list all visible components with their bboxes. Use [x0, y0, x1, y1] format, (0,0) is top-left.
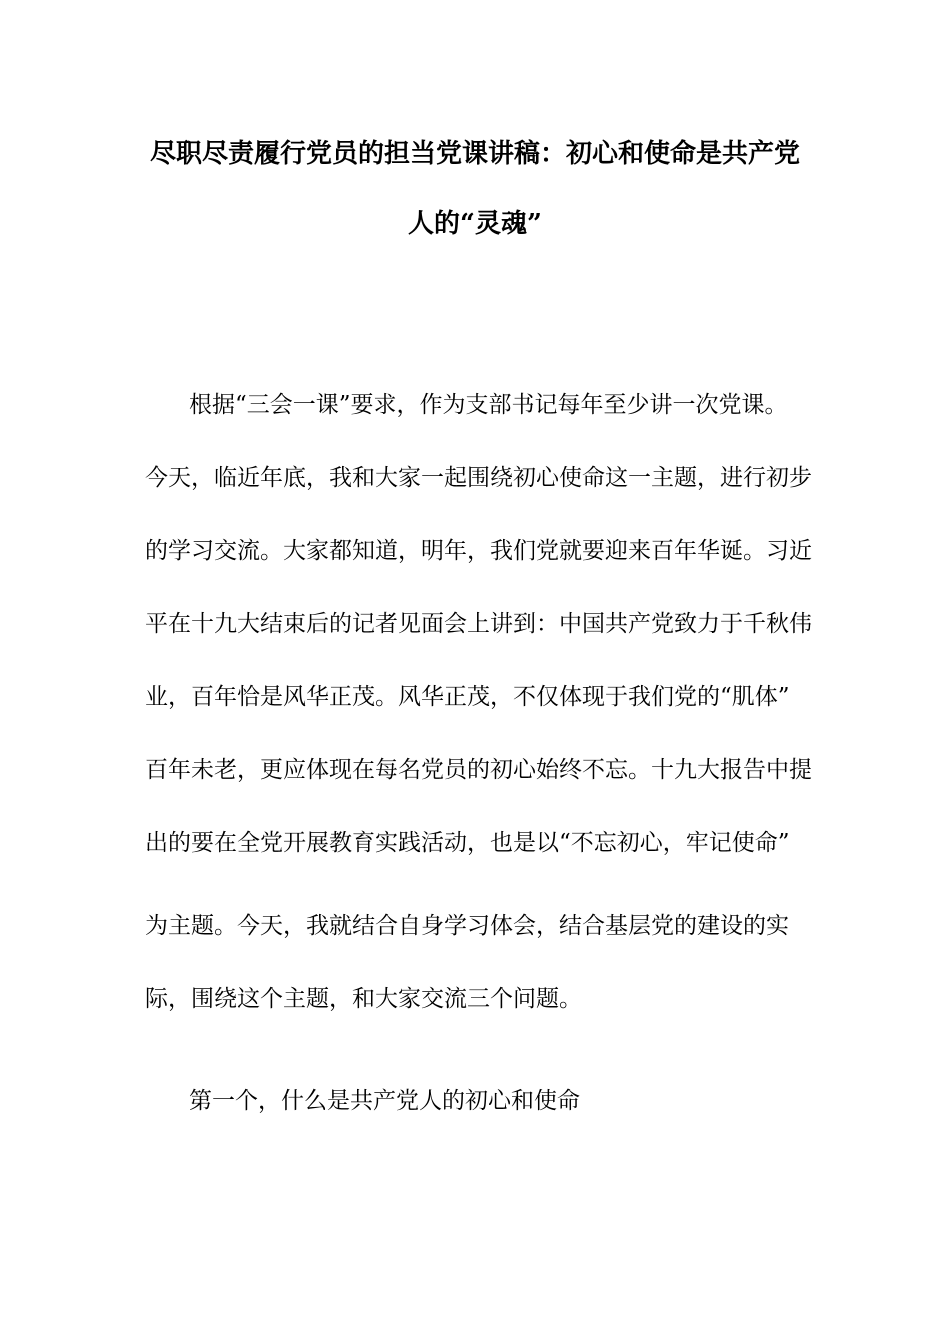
document-title-line-1: 尽职尽责履行党员的担当党课讲稿：初心和使命是共产党: [149, 139, 800, 169]
paragraph-line: 平在十九大结束后的记者见面会上讲到：中国共产党致力于千秋伟: [145, 611, 812, 637]
paragraph-line: 的学习交流。大家都知道，明年，我们党就要迎来百年华诞。习近: [145, 538, 812, 564]
paragraph-line: 根据“三会一课”要求，作为支部书记每年至少讲一次党课。: [189, 392, 788, 418]
paragraph-line: 际，围绕这个主题，和大家交流三个问题。: [145, 986, 582, 1012]
paragraph-line: 百年未老，更应体现在每名党员的初心始终不忘。十九大报告中提: [145, 757, 812, 783]
paragraph-line: 出的要在全党开展教育实践活动，也是以“不忘初心，牢记使命”: [145, 830, 790, 856]
paragraph-line: 今天，临近年底，我和大家一起围绕初心使命这一主题，进行初步: [145, 465, 812, 491]
paragraph-line: 业，百年恰是风华正茂。风华正茂，不仅体现于我们党的“肌体”: [145, 684, 790, 710]
paragraph-line: 为主题。今天，我就结合自身学习体会，结合基层党的建设的实: [145, 913, 789, 939]
document-title-line-2: 人的“灵魂”: [408, 209, 542, 239]
section-heading: 第一个，什么是共产党人的初心和使命: [189, 1088, 580, 1114]
